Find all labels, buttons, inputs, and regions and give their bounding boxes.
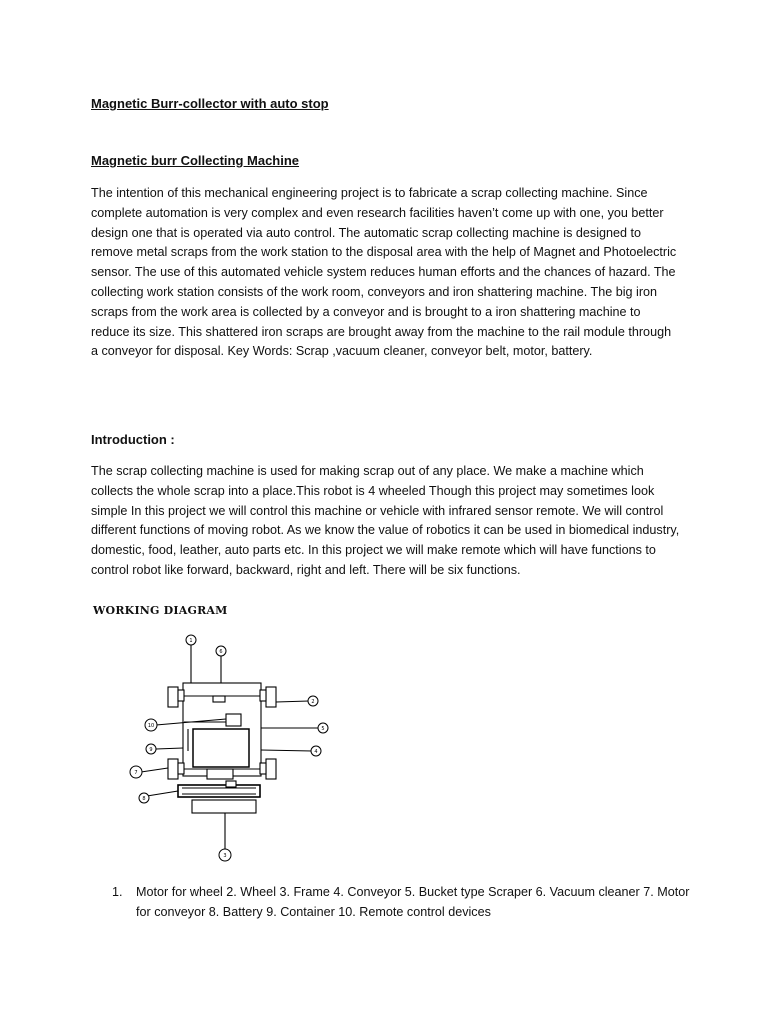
wheel-bottom-left [168, 759, 178, 779]
document-title: Magnetic Burr-collector with auto stop [91, 96, 329, 111]
container [193, 729, 249, 767]
callout-label: 6 [219, 649, 223, 655]
working-diagram-heading: WORKING DIAGRAM [93, 604, 228, 617]
bucket-scraper [178, 785, 260, 797]
conveyor-motor [226, 714, 241, 726]
callout-label: 3 [223, 853, 227, 859]
callout-label: 1 [189, 638, 193, 644]
legend-number: 1. [112, 885, 123, 899]
introduction-heading: Introduction : [91, 432, 175, 447]
introduction-paragraph: The scrap collecting machine is used for making scrap out of any place. We make a machine which collects the whole scrap into a place.This robot is 4 wheeled Though this project may sometimes look simple In this project we will control this machine or vehicle with infrared sensor remote. We will control different functions of moving robot. As we know the value of robotics it can be used in biomedical industry, domestic, food, leather, auto parts etc. In this project we will make remote which will have functions to control robot like forward, backward, right and left. There will be six functions. [91, 464, 680, 577]
working-diagram [120, 626, 370, 871]
wheel-bottom-right [266, 759, 276, 779]
wheel-top-right [266, 687, 276, 707]
diagram-legend [112, 882, 696, 922]
callout-label: 5 [321, 726, 325, 732]
vacuum-cleaner [192, 800, 256, 813]
callout-label: 7 [134, 770, 138, 776]
document-subtitle: Magnetic burr Collecting Machine [91, 153, 300, 168]
callout-label: 9 [149, 747, 153, 753]
abstract-paragraph: The intention of this mechanical engineering project is to fabricate a scrap collecting machine. Since complete automation is very complex and even research facilities haven’t come up with one, you better design one that is operated via auto control. The automatic scrap collecting machine is designed to remove metal scraps from the work station to the disposal area with the help of Magnet and Photoelectric sensor. The use of this automated vehicle system reduces human efforts and the chances of hazard. The collecting work station consists of the work room, conveyors and iron shattering machine. The big iron scraps from the work area is collected by a conveyor and is brought to a iron shattering machine to reduce its size. This shattered iron scraps are brought away from the machine to the rail module through a conveyor for disposal. Key Words: Scrap ,vacuum cleaner, conveyor belt, motor, battery. [91, 186, 677, 359]
callout-label: 4 [314, 749, 318, 755]
wheel-top-left [168, 687, 178, 707]
legend-text: Motor for wheel 2. Wheel 3. Frame 4. Conveyor 5. Bucket type Scraper 6. Vacuum cleaner 7. Motor for conveyor 8. Battery 9. Container 10. Remote control devices [136, 885, 690, 919]
battery [207, 769, 233, 779]
callout-label: 2 [311, 699, 315, 705]
callout-label: 10 [147, 723, 155, 729]
callout-label: 8 [142, 796, 146, 802]
